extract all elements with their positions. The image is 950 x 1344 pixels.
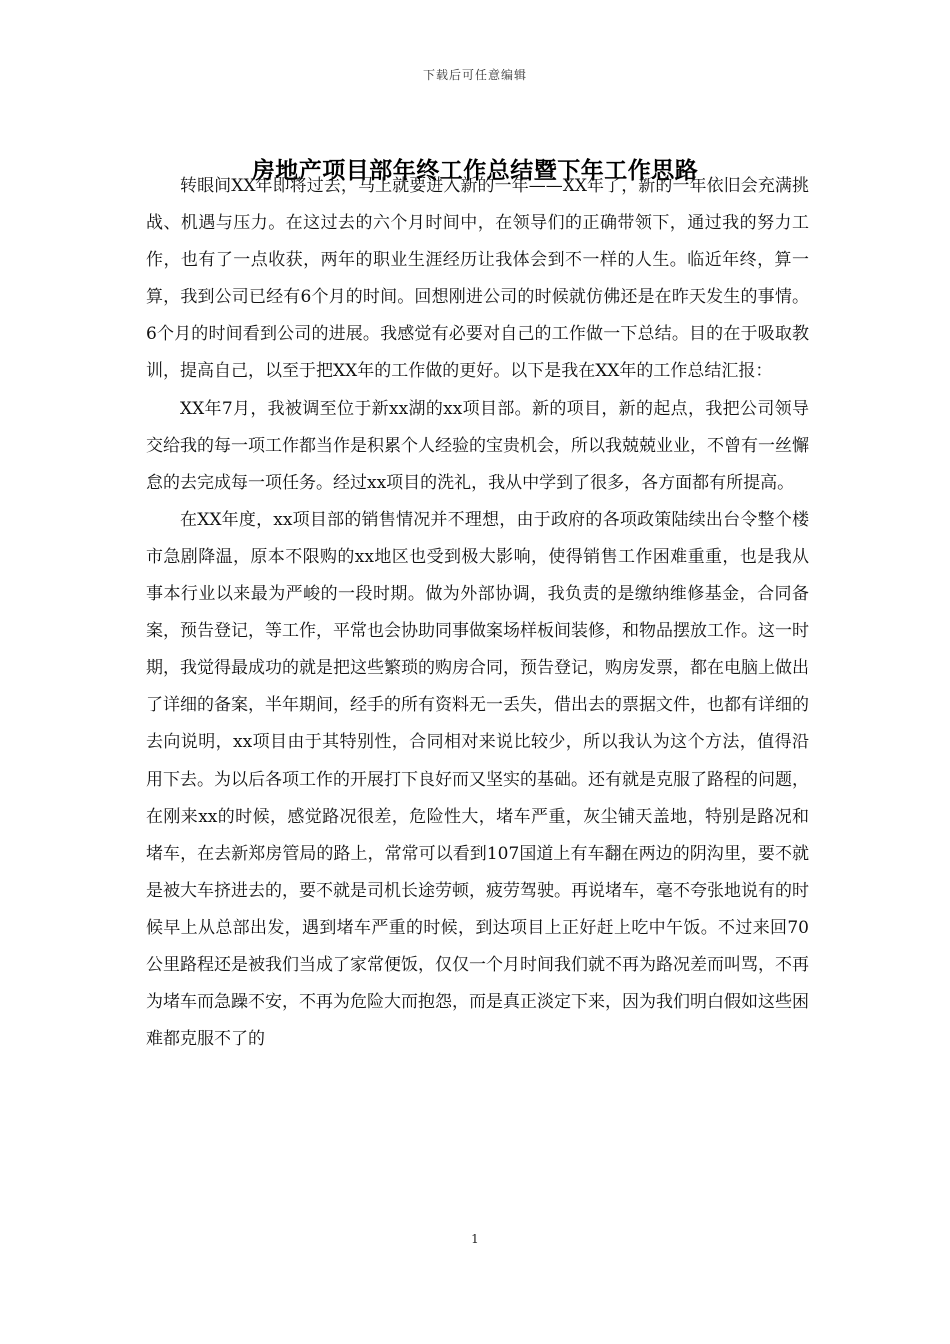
document-title: 房地产项目部年终工作总结暨下年工作思路: [251, 157, 699, 184]
body-paragraph: XX年7月，我被调至位于新xx湖的xx项目部。新的项目，新的起点，我把公司领导交给我的每一项工作都当作是积累个人经验的宝贵机会，所以我兢兢业业，不曾有一丝懈怠的去完成每一项任务。经过xx项目的洗礼，我从中学到了很多，各方面都有所提高。: [146, 398, 809, 493]
page-header-note: 下载后可任意编辑: [422, 68, 527, 82]
page-number: 1: [471, 1232, 479, 1246]
body-paragraph: 在XX年度，xx项目部的销售情况并不理想，由于政府的各项政策陆续出台令整个楼市急剧降温，原本不限购的xx地区也受到极大影响，使得销售工作困难重重，也是我从事本行业以来最为严峻的一段时期。做为外部协调，我负责的是缴纳维修基金，合同备案，预告登记，等工作，平常也会协助同事做案场样板间装修，和物品摆放工作。这一时期，我觉得最成功的就是把这些繁琐的购房合同，预告登记，购房发票，都在电脑上做出了详细的备案，半年期间，经手的所有资料无一丢失，借出去的票据文件，也都有详细的去向说明，xx项目由于其特别性，合同相对来说比较少，所以我认为这个方法，值得沿用下去。为以后各项工作的开展打下良好而又坚实的基础。还有就是克服了路程的问题，在刚来xx的时候，感觉路况很差，危险性大，堵车严重，灰尘铺天盖地，特别是路况和堵车，在去新郑房管局的路上，常常可以看到107国道上有车翻在两边的阴沟里，要不就是被大车挤进去的，要不就是司机长途劳顿，疲劳驾驶。再说堵车，毫不夸张地说有的时候早上从总部出发，遇到堵车严重的时候，到达项目上正好赶上吃中午饭。不过来回70公里路程还是被我们当成了家常便饭，仅仅一个月时间我们就不再为路况差而叫骂，不再为堵车而急躁不安，不再为危险大而抱怨，而是真正淡定下来，因为我们明白假如这些困难都克服不了的: [146, 509, 809, 1050]
body-paragraph: 转眼间XX年即将过去，马上就要进入新的一年——XX年了，新的一年依旧会充满挑战、机遇与压力。在这过去的六个月时间中，在领导们的正确带领下，通过我的努力工作，也有了一点收获，两年的职业生涯经历让我体会到不一样的人生。临近年终，算一算，我到公司已经有6个月的时间。回想刚进公司的时候就仿佛还是在昨天发生的事情。6个月的时间看到公司的进展。我感觉有必要对自己的工作做一下总结。目的在于吸取教训，提高自己，以至于把XX年的工作做的更好。以下是我在XX年的工作总结汇报：: [146, 176, 809, 382]
document-body: [146, 168, 809, 1058]
